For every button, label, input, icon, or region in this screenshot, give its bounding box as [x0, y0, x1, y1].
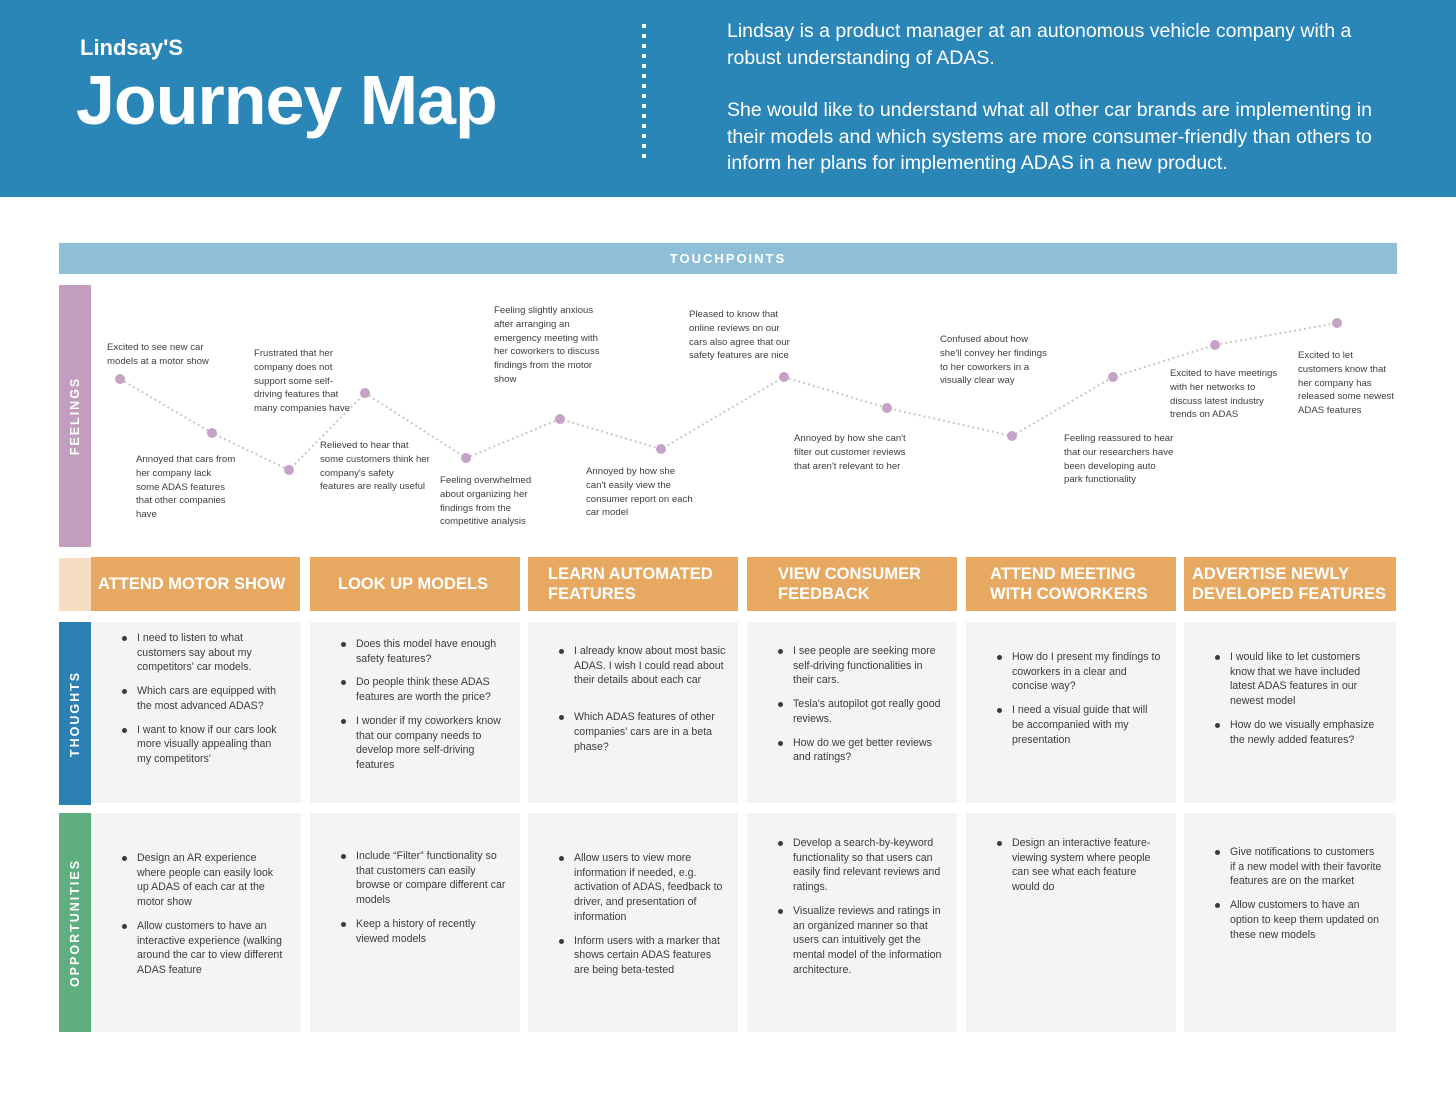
list-item: Include “Filter” functionality so that customers can easily browse or compare different car models [338, 849, 506, 908]
stage-label: VIEW CONSUMER FEEDBACK [778, 565, 922, 603]
thoughts-card-1 [91, 622, 301, 803]
feeling-point-10 [1007, 431, 1017, 441]
feeling-label-4: Relieved to hear that some customers think her company's safety features are really useful [320, 440, 430, 493]
opportunities-card-5 [966, 813, 1176, 1032]
list-item: Does this model have enough safety features? [338, 637, 506, 666]
page-title: Journey Map [76, 61, 497, 139]
feeling-label-2: Annoyed that cars from her company lack some ADAS features that other companies have [136, 454, 236, 521]
stage-view-consumer-feedback [747, 557, 957, 611]
feeling-label-7: Annoyed by how she can't easily view the consumer report on each car model [586, 466, 693, 519]
feeling-point-7 [656, 444, 666, 454]
feeling-point-13 [1332, 318, 1342, 328]
list-item: Design an interactive feature-viewing system where people can see what each feature would do [994, 836, 1162, 895]
opportunities-card-2 [310, 813, 520, 1032]
list-item: I need a visual guide that will be accompanied with my presentation [994, 703, 1162, 747]
stage-label: ATTEND MEETING WITH COWORKERS [990, 565, 1148, 603]
thoughts-card-6 [1184, 622, 1396, 803]
list-item: Allow customers to have an interactive experience (walking around the car to view different ADAS feature [119, 919, 287, 978]
feeling-label-13: Excited to let customers know that her company has released some newest ADAS features [1298, 350, 1394, 417]
stage-attend-meeting [966, 557, 1176, 611]
feeling-label-1: Excited to see new car models at a motor show [107, 342, 209, 367]
feeling-point-1 [115, 374, 125, 384]
persona-description-line-2: She would like to understand what all other car brands are implementing in their models and which systems are more consumer-friendly than others to inform her plans for implementing ADAS in a new product. [727, 99, 1372, 174]
feeling-label-3: Frustrated that her company does not support some self-driving features that many companies have [254, 348, 350, 415]
opportunities-card-4 [747, 813, 957, 1032]
list-item: Inform users with a marker that shows certain ADAS features are being beta-tested [556, 934, 726, 978]
feeling-point-12 [1210, 340, 1220, 350]
list-item: I want to know if our cars look more visually appealing than my competitors' [119, 723, 287, 767]
list-item: I need to listen to what customers say about my competitors' car models. [119, 631, 287, 675]
list-item: Tesla's autopilot got really good reviews. [775, 697, 945, 726]
feeling-label-8: Pleased to know that online reviews on our cars also agree that our safety features are nice [689, 309, 790, 362]
list-item: Which cars are equipped with the most advanced ADAS? [119, 684, 287, 713]
opportunities-card-1 [91, 813, 301, 1032]
list-item: Keep a history of recently viewed models [338, 917, 506, 946]
feeling-label-5: Feeling overwhelmed about organizing her findings from the competitive analysis [440, 475, 532, 528]
stage-label: LEARN AUTOMATED FEATURES [548, 565, 713, 603]
thoughts-card-5 [966, 622, 1176, 803]
list-item: Allow customers to have an option to keep them updated on these new models [1212, 898, 1382, 942]
thoughts-card-2 [310, 622, 520, 803]
feeling-point-6 [555, 414, 565, 424]
feelings-label: FEELINGS [68, 376, 82, 456]
list-item: I wonder if my coworkers know that our company needs to develop more self-driving features [338, 714, 506, 773]
opportunities-label: OPPORTUNITIES [68, 858, 82, 987]
feeling-point-3 [284, 465, 294, 475]
opportunities-card-3 [528, 813, 738, 1032]
stage-look-up-models [310, 557, 520, 611]
list-item: Do people think these ADAS features are worth the price? [338, 675, 506, 704]
feeling-point-4 [360, 388, 370, 398]
thoughts-card-4 [747, 622, 957, 803]
stage-advertise-features [1184, 557, 1396, 611]
header-subtitle: Lindsay'S [80, 35, 184, 60]
list-item: I already know about most basic ADAS. I wish I could read about their details about each car [556, 644, 726, 688]
list-item: How do I present my findings to coworkers in a clear and concise way? [994, 650, 1162, 694]
list-item: Visualize reviews and ratings in an organized manner so that users can intuitively get the mental model of the information architecture. [775, 904, 945, 978]
stage-label: ADVERTISE NEWLY DEVELOPED FEATURES [1192, 565, 1387, 603]
stage-attend-motor-show [91, 557, 300, 611]
feeling-label-10: Confused about how she'll convey her findings to her coworkers in a visually clear way [940, 334, 1047, 387]
feeling-label-11: Feeling reassured to hear that our researchers have been developing auto park functionality [1064, 433, 1174, 486]
feeling-point-5 [461, 453, 471, 463]
feeling-point-2 [207, 428, 217, 438]
list-item: Develop a search-by-keyword functionality so that users can easily find relevant reviews and ratings. [775, 836, 945, 895]
thoughts-card-3 [528, 622, 738, 803]
touchpoints-bar: TOUCHPOINTS [59, 243, 1397, 274]
list-item: How do we visually emphasize the newly added features? [1212, 718, 1382, 747]
list-item: I would like to let customers know that we have included latest ADAS features in our newest model [1212, 650, 1382, 709]
stage-learn-automated-features [528, 557, 738, 611]
list-item: Allow users to view more information if needed, e.g. activation of ADAS, feedback to driver, and presentation of information [556, 851, 726, 925]
list-item: Which ADAS features of other companies' cars are in a beta phase? [556, 710, 726, 754]
feeling-point-11 [1108, 372, 1118, 382]
stage-label: LOOK UP MODELS [338, 575, 489, 593]
stage-label: ATTEND MOTOR SHOW [98, 575, 286, 593]
list-item: Give notifications to customers if a new model with their favorite features are on the market [1212, 845, 1382, 889]
feeling-label-9: Annoyed by how she can't filter out customer reviews that aren't relevant to her [794, 433, 906, 472]
feeling-point-8 [779, 372, 789, 382]
opportunities-card-6 [1184, 813, 1396, 1032]
feeling-label-12: Excited to have meetings with her networks to discuss latest industry trends on ADAS [1170, 368, 1278, 421]
persona-description-line-1: Lindsay is a product manager at an autonomous vehicle company with a robust understanding of ADAS. [727, 20, 1352, 69]
list-item: I see people are seeking more self-driving functionalities in their cars. [775, 644, 945, 688]
list-item: Design an AR experience where people can easily look up ADAS of each car at the motor show [119, 851, 287, 910]
list-item: How do we get better reviews and ratings? [775, 736, 945, 765]
feeling-label-6: Feeling slightly anxious after arranging an emergency meeting with her coworkers to discuss findings from the motor show [494, 305, 600, 385]
thoughts-label: THOUGHTS [68, 670, 82, 757]
feeling-point-9 [882, 403, 892, 413]
